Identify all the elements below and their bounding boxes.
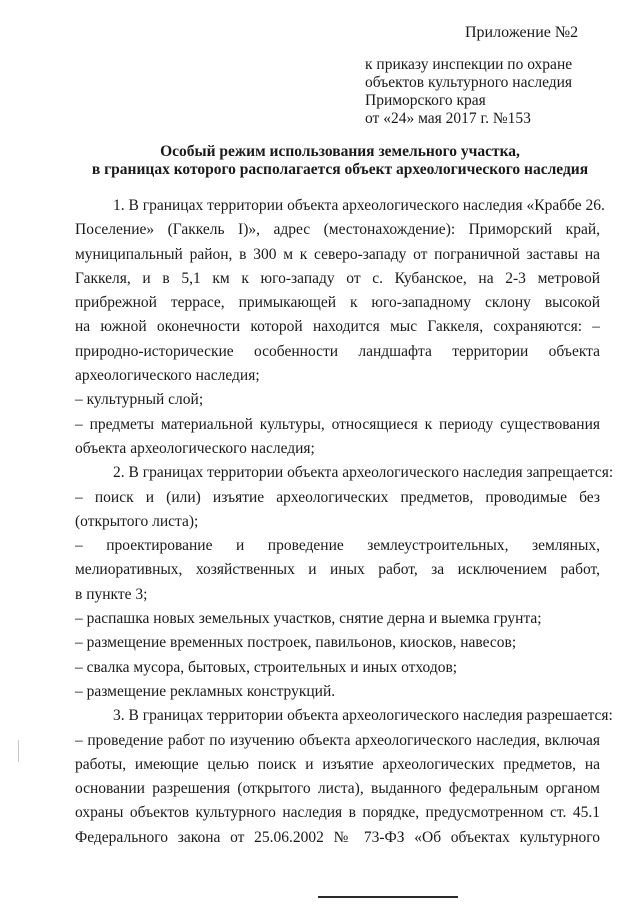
body-line: Гаккеля, и в 5,1 км к юго-западу от с. Кубанское, на 2-3 метровой <box>75 269 600 287</box>
scan-bottom-mark <box>318 896 458 898</box>
body-line: муниципальный район, в 300 м к северо-западу от пограничной заставы на <box>75 245 600 263</box>
paragraph-1-heading: 1. В границах территории объекта археологического наследия «Краббе 26. <box>113 197 605 214</box>
order-reference <box>365 56 572 128</box>
paragraph-2-heading: 2. В границах территории объекта археологического наследия запрещается: <box>113 464 614 482</box>
body-line: Федерального закона от 25.06.2002 № 73-ФЗ «Об объектах культурного <box>75 828 600 846</box>
list-item: – предметы материальной культуры, относящиеся к периоду существования <box>75 415 600 433</box>
body-line: в пункте 3; <box>75 585 148 603</box>
scan-edge-mark <box>18 740 19 762</box>
order-line: от «24» мая 2017 г. №153 <box>365 110 531 127</box>
list-item: – размещение временных построек, павильонов, киосков, навесов; <box>75 634 517 652</box>
order-line: объектов культурного наследия <box>365 74 573 91</box>
document-title <box>60 143 620 179</box>
body-line: на южной оконечности которой находится мыс Гаккеля, сохраняются: – <box>75 318 600 336</box>
body-line: природно-исторические особенности ландшафта территории объекта <box>75 342 600 360</box>
body-line: (открытого листа); <box>75 512 199 530</box>
list-item: – свалка мусора, бытовых, строительных и иных отходов; <box>75 658 458 676</box>
list-item: – культурный слой; <box>75 391 204 409</box>
body-line: Поселение» (Гаккель I)», адрес (местонахождение): Приморский край, <box>75 221 600 239</box>
order-line: Приморского края <box>365 92 486 109</box>
document-body <box>75 194 614 850</box>
list-item: – проведение работ по изучению объекта археологического наследия, включая <box>75 731 600 749</box>
body-line: охраны объектов культурного наследия в порядке, предусмотренном ст. 45.1 <box>75 804 600 822</box>
body-line: основании разрешения (открытого листа), выданного федеральным органом <box>75 780 600 798</box>
body-line: мелиоративных, хозяйственных и иных работ, за исключением работ, <box>75 561 600 579</box>
list-item: – размещение рекламных конструкций. <box>75 682 336 700</box>
body-line: прибрежной террасе, примыкающей к юго-западному склону высокой <box>75 294 600 312</box>
paragraph-3-heading: 3. В границах территории объекта археологического наследия разрешается: <box>113 707 613 725</box>
appendix-label: Приложение №2 <box>465 24 579 41</box>
order-line: к приказу инспекции по охране <box>365 56 573 73</box>
body-line: работы, имеющие целью поиск и изъятие археологических предметов, на <box>75 755 600 773</box>
list-item: – проектирование и проведение землеустроительных, земляных, <box>75 537 600 555</box>
body-line: археологического наследия; <box>75 367 260 385</box>
body-line: объекта археологического наследия; <box>75 439 315 457</box>
title-line-1: Особый режим использования земельного участка, <box>160 143 520 160</box>
list-item: – поиск и (или) изъятие археологических предметов, проводимые без <box>75 488 600 506</box>
list-item: – распашка новых земельных участков, снятие дерна и выемка грунта; <box>75 610 542 628</box>
title-line-2: в границах которого располагается объект археологического наследия <box>91 161 589 178</box>
